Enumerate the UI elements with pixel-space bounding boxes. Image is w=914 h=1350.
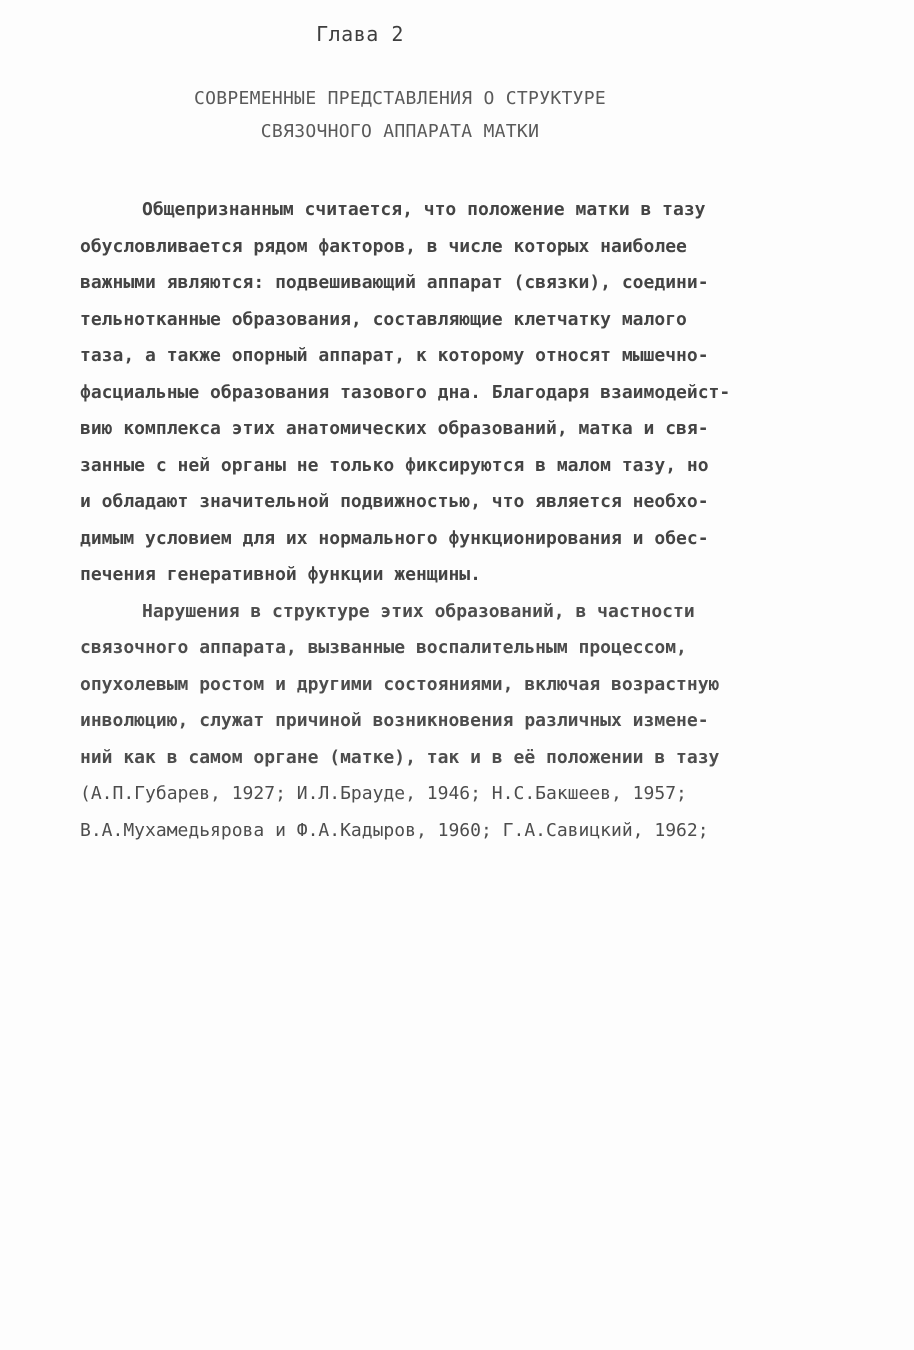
text-line: опухолевым ростом и другими состояниями, включая возрастную: [80, 673, 720, 695]
text-line: димым условием для их нормального функционирования и обес-: [80, 527, 709, 549]
text-line: вию комплекса этих анатомических образований, матка и свя-: [80, 418, 709, 439]
text-line: важными являются: подвешивающий аппарат (связки), соедини-: [80, 272, 709, 293]
paragraph-2: [80, 594, 840, 850]
text-line: Общепризнанным считается, что положение матки в тазу: [142, 199, 706, 220]
text-line: и обладают значительной подвижностью, что является необхо-: [80, 491, 709, 512]
text-line: занные с ней органы не только фиксируются в малом тазу, но: [80, 454, 709, 476]
text-line: таза, а также опорный аппарат, к которому относят мышечно-: [80, 345, 709, 366]
text-line: связочного аппарата, вызванные воспалительным процессом,: [80, 637, 687, 658]
text-line: ний как в самом органе (матке), так и в её положении в тазу: [80, 746, 720, 768]
text-line: тельнотканные образования, составляющие клетчатку малого: [80, 308, 687, 330]
text-line: инволюцию, служат причиной возникновения различных измене-: [80, 710, 709, 731]
text-line: печения генеративной функции женщины.: [80, 564, 481, 585]
text-line: фасциальные образования тазового дна. Благодаря взаимодейст-: [80, 381, 731, 403]
chapter-heading: Глава 2: [316, 22, 404, 46]
chapter-title-line: СОВРЕМЕННЫЕ ПРЕДСТАВЛЕНИЯ О СТРУКТУРЕ: [193, 88, 607, 109]
text-line: В.А.Мухамедьярова и Ф.А.Кадыров, 1960; Г.А.Савицкий, 1962;: [80, 819, 709, 841]
chapter-title: [0, 82, 800, 148]
text-line: обусловливается рядом факторов, в числе которых наиболее: [80, 235, 687, 257]
paragraph-1: [80, 192, 840, 594]
chapter-title-line: СВЯЗОЧНОГО АППАРАТА МАТКИ: [260, 121, 540, 142]
text-line: (А.П.Губарев, 1927; И.Л.Брауде, 1946; Н.С.Бакшеев, 1957;: [80, 783, 687, 804]
body-text: [80, 192, 840, 849]
text-line: Нарушения в структуре этих образований, в частности: [142, 600, 695, 622]
